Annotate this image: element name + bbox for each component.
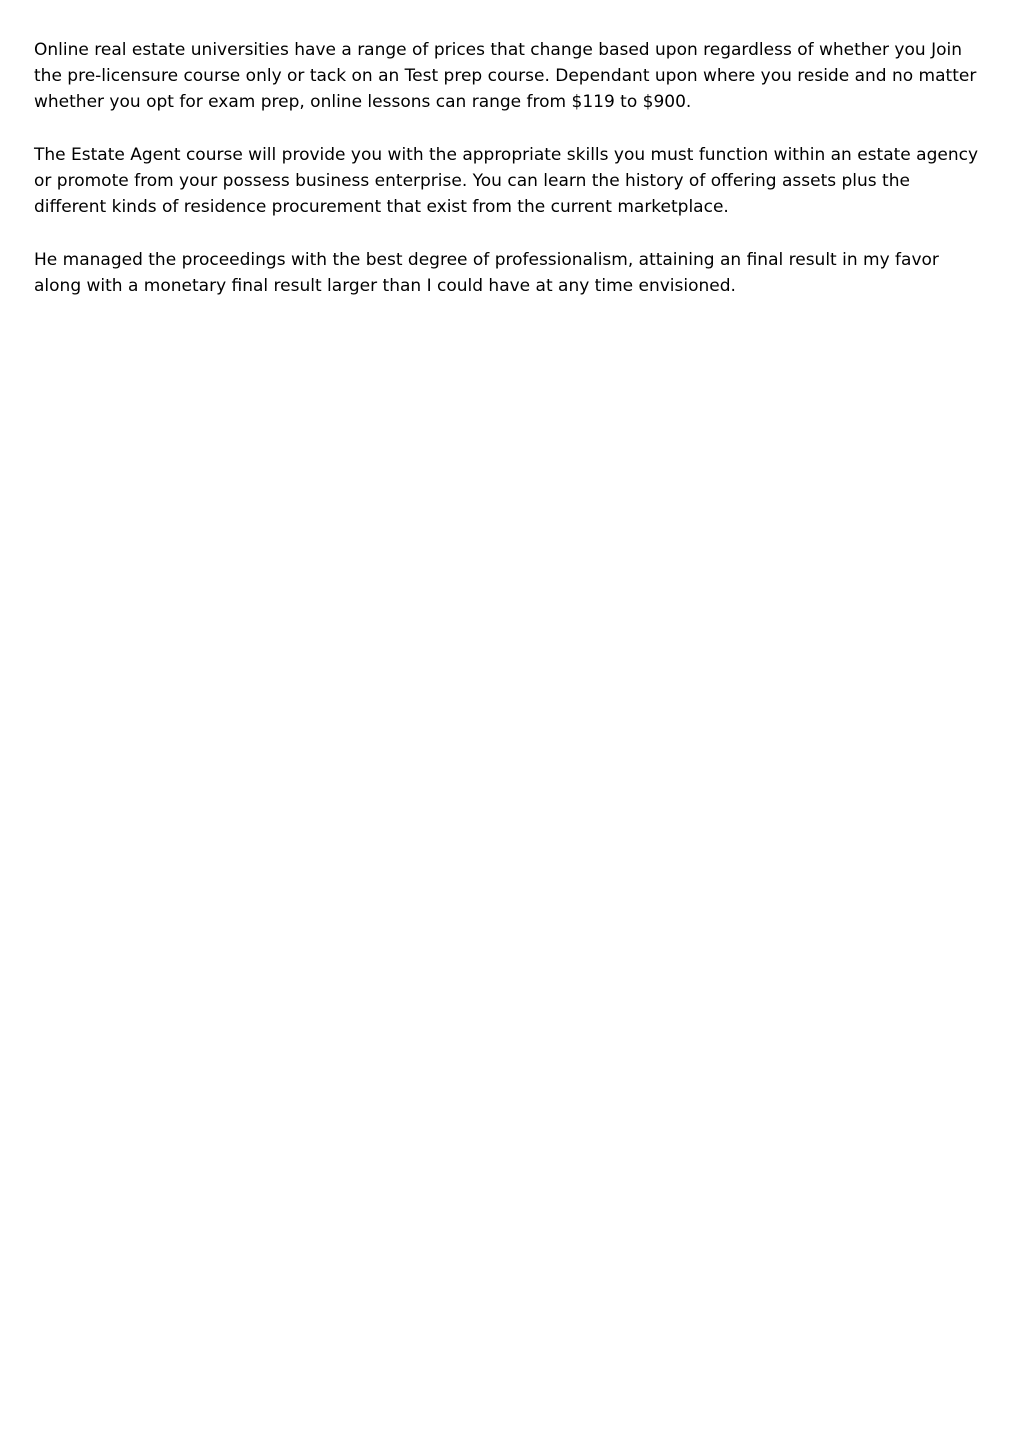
- paragraph-testimonial: He managed the proceedings with the best degree of professionalism, attaining an final result in my favor along with a monetary final result larger than I could have at any time envisioned.: [34, 250, 939, 296]
- document-body: [34, 37, 984, 326]
- paragraph-estate-agent-course: The Estate Agent course will provide you with the appropriate skills you must function within an estate agency or promote from your possess business enterprise. You can learn the history of offering assets plus the different kinds of residence procurement that exist from the current marketplace.: [34, 145, 979, 217]
- paragraph-pricing: Online real estate universities have a range of prices that change based upon regardless of whether you Join the pre-licensure course only or tack on an Test prep course. Dependant upon where you reside and no matter whether you opt for exam prep, online lessons can range from $119 to $900.: [34, 40, 977, 112]
